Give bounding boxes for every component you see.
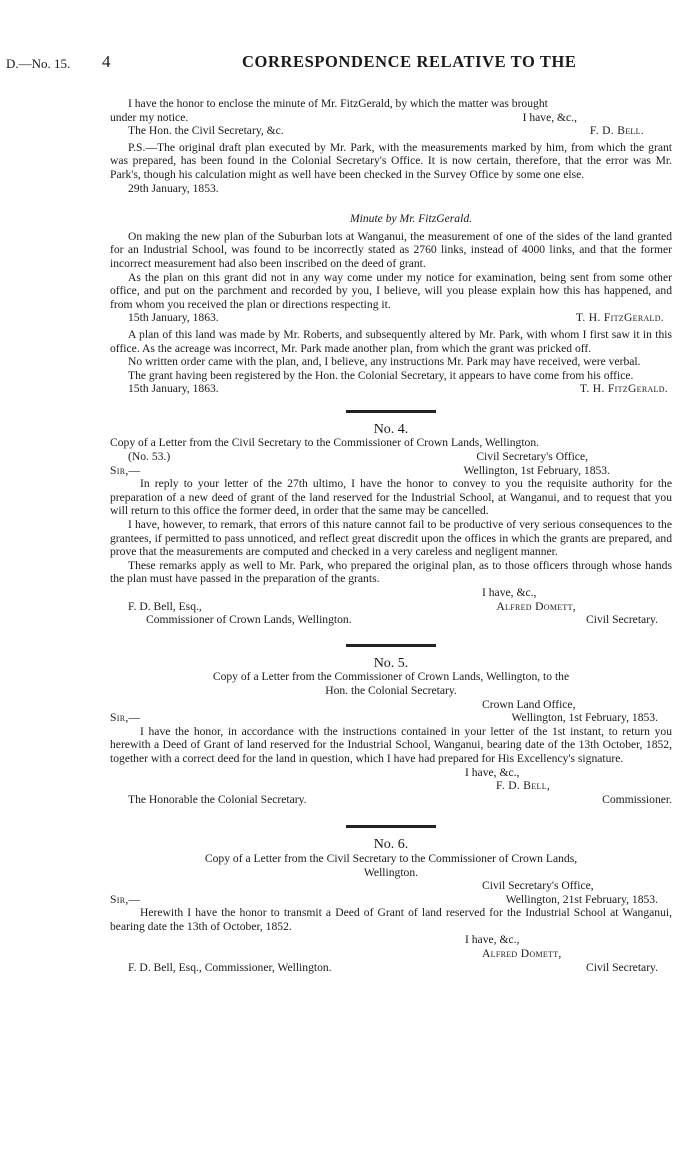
letter-reference: (No. 53.) xyxy=(128,450,171,464)
line xyxy=(110,124,672,138)
paragraph: I have the honor, in accordance with the instructions contained in your letter of the 1st instant, to return you herewith a Deed of Grant of land reserved for the Industrial School, Wanganui, bearing date of the 13th October, 1852, together with a correct deed for the land in question, which I have had prepared for His Excellency's signature. xyxy=(110,724,672,765)
signature-title: Civil Secretary. xyxy=(585,613,658,627)
line xyxy=(110,613,672,627)
place-date: Wellington, 1st February, 1853. xyxy=(463,463,610,477)
paragraph: A plan of this land was made by Mr. Roberts, and subsequently altered by Mr. Park, with whom I first saw it in this office. As the acreage was incorrect, Mr. Park made another plan, from which the grant was pricked off. xyxy=(110,327,672,355)
date: 15th January, 1863. xyxy=(128,311,219,325)
signature: T. H. FitzGerald. xyxy=(579,382,668,396)
paragraph: In reply to your letter of the 27th ultimo, I have the honor to convey to you the requisite authority for the preparation of a new deed of grant of the land reserved for the Industrial School, at Wanganui, and to request that you will return to this office the former deed, in order that the same may be cancelled. xyxy=(110,477,672,518)
salutation: Sir,— xyxy=(110,463,141,477)
signature: F. D. Bell. xyxy=(589,124,644,138)
line xyxy=(110,961,672,975)
line xyxy=(110,464,672,478)
signature: F. D. Bell, xyxy=(496,779,551,793)
signature: Alfred Domett, xyxy=(496,599,576,613)
paragraph: Herewith I have the honor to transmit a Deed of Grant of land reserved for the Industrial School at Wanganui, bearing date the 13th of October, 1852. xyxy=(110,906,672,933)
signature-title: Civil Secretary. xyxy=(585,960,658,974)
addressee: The Hon. the Civil Secretary, &c. xyxy=(128,124,284,138)
page-number: 4 xyxy=(102,52,111,71)
signature: T. H. FitzGerald. xyxy=(575,311,664,325)
letter-caption: Copy of a Letter from the Civil Secretary to the Commissioner of Crown Lands, xyxy=(204,851,578,865)
line xyxy=(110,793,672,807)
section-rule xyxy=(346,644,436,647)
salutation: Sir,— xyxy=(110,711,141,725)
addressee: The Honorable the Colonial Secretary. xyxy=(128,792,307,806)
section-number: No. 6. xyxy=(373,837,409,853)
letter-caption: Copy of a Letter from the Commissioner of Crown Lands, Wellington, to the xyxy=(212,670,570,684)
paragraph: I have, however, to remark, that errors of this nature cannot fail to be productive of very serious consequences to the grantees, if permitted to pass unnoticed, and reflect great discredit upon the offices in which the grants are prepared, and prove that the measurements are computed and checked in a very careless and negligent manner. xyxy=(110,518,672,559)
line xyxy=(110,711,672,725)
line xyxy=(110,893,672,907)
date: 15th January, 1863. xyxy=(128,382,219,396)
signature-title: Commissioner. xyxy=(602,792,672,806)
section-number: No. 5. xyxy=(373,655,409,671)
addressee: F. D. Bell, Esq., Commissioner, Wellington. xyxy=(128,960,332,974)
salutation: Sir,— xyxy=(110,892,141,906)
line xyxy=(110,382,672,396)
paragraph-tail: under my notice. xyxy=(110,110,189,124)
page-header xyxy=(6,52,692,74)
sender-office: Civil Secretary's Office, xyxy=(482,879,594,893)
section-rule xyxy=(346,825,436,828)
letter-caption: Copy of a Letter from the Civil Secretary to the Commissioner of Crown Lands, Wellington. xyxy=(110,436,540,450)
paragraph: As the plan on this grant did not in any way come under my notice for examination, being sent from some other office, and put on the parchment and recorded by you, I believe, will you please explain how this has happened, and from whom you received the plan or directions respecting it. xyxy=(110,270,672,311)
section-number: No. 4. xyxy=(373,421,409,437)
document-body xyxy=(110,97,672,974)
sender-office: Civil Secretary's Office, xyxy=(476,450,588,464)
addressee: F. D. Bell, Esq., xyxy=(128,599,202,613)
line xyxy=(110,311,672,325)
paragraph: I have the honor to enclose the minute of Mr. FitzGerald, by which the matter was brought xyxy=(128,97,548,110)
date: 29th January, 1853. xyxy=(128,181,219,195)
closing: I have, &c., xyxy=(522,110,577,124)
signature: Alfred Domett, xyxy=(482,947,562,961)
paragraph: The grant having been registered by the Hon. the Colonial Secretary, it appears to have come from his office. xyxy=(128,368,634,382)
letter-caption: Wellington. xyxy=(363,865,419,879)
letter-caption: Hon. the Colonial Secretary. xyxy=(325,683,457,697)
section-rule xyxy=(346,410,436,413)
closing: I have, &c., xyxy=(482,586,537,599)
postscript: P.S.—The original draft plan executed by Mr. Park, with the measurements marked by him, from which the grant was prepared, has been found in the Colonial Secretary's Office. It is now certain, therefore, that the error was Mr. Park's, though his calculation might as well have been checked in the Survey Office by some one else. xyxy=(110,140,672,181)
paragraph: These remarks apply as well to Mr. Park, who prepared the original plan, as to those officers through whose hands the plan must have passed in the preparation of the grants. xyxy=(110,558,672,586)
place-date: Wellington, 21st February, 1853. xyxy=(505,892,658,906)
addressee-title: Commissioner of Crown Lands, Wellington. xyxy=(146,613,352,627)
line xyxy=(110,450,672,464)
paragraph: No written order came with the plan, and, I believe, any instructions Mr. Park may have received, were verbal. xyxy=(128,355,641,369)
place-date: Wellington, 1st February, 1853. xyxy=(511,711,658,725)
line xyxy=(110,111,672,125)
minute-heading: Minute by Mr. FitzGerald. xyxy=(349,212,473,226)
running-title: CORRESPONDENCE RELATIVE TO THE xyxy=(242,52,577,71)
closing: I have, &c., xyxy=(465,933,520,947)
sender-office: Crown Land Office, xyxy=(482,697,576,711)
paragraph: On making the new plan of the Suburban lots at Wanganui, the measurement of one of the sides of the land granted for an Industrial School, was found to be incorrectly stated as 2760 links, instead of 4000 links, and that the former incorrect measurement had also been inscribed on the deed of grant. xyxy=(110,229,672,270)
closing: I have, &c., xyxy=(465,765,520,779)
document-reference: D.—No. 15. xyxy=(6,56,71,71)
line xyxy=(110,600,672,614)
